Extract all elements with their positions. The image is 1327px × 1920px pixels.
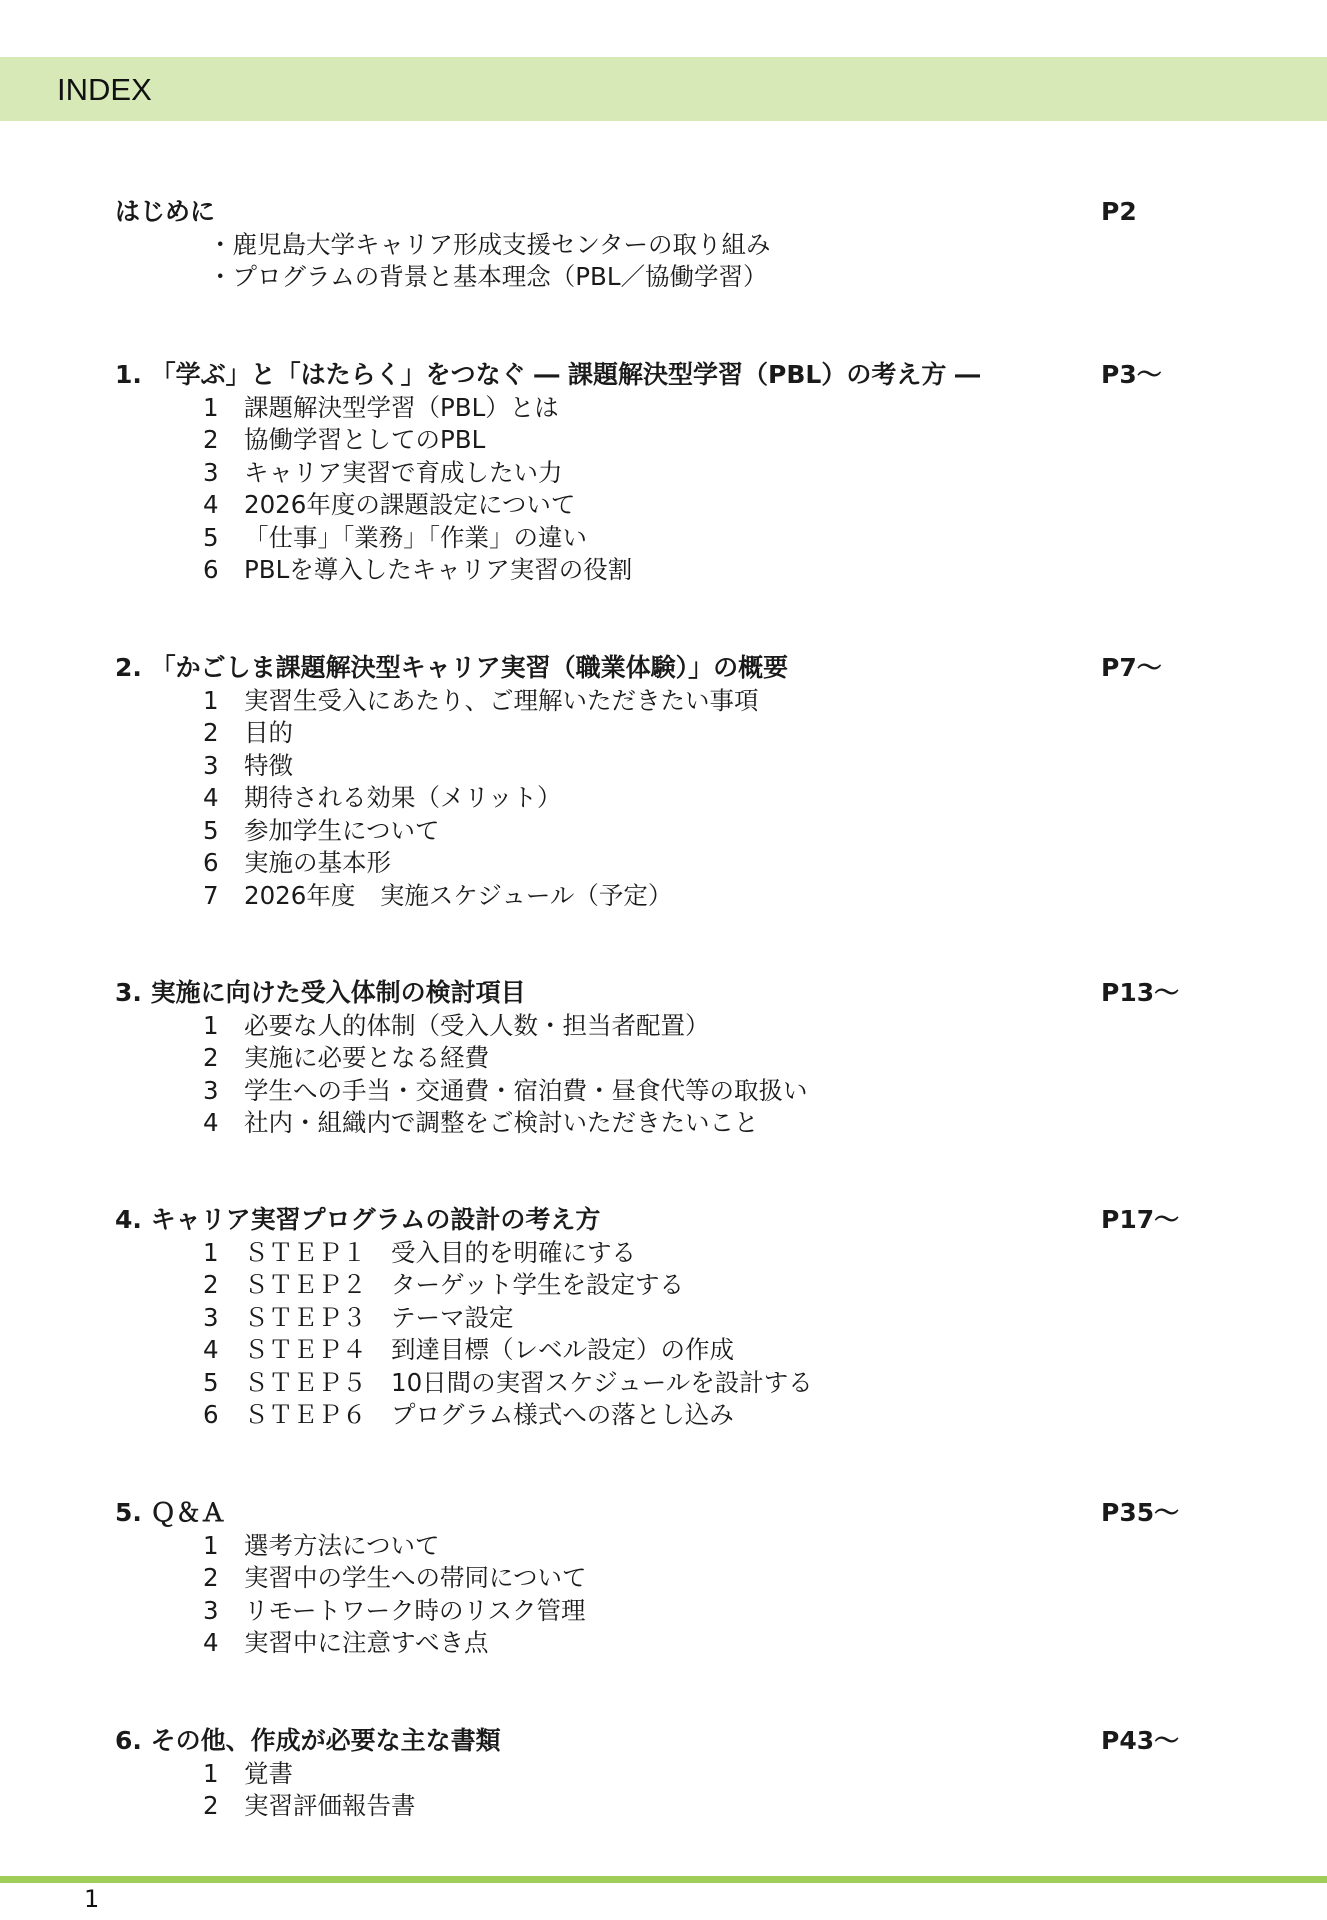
section-4-page: P17～ (1101, 1205, 1180, 1234)
item-number: 1 (203, 393, 219, 422)
item-text: 実施の基本形 (244, 848, 391, 877)
item-number: 6 (203, 848, 219, 877)
item-text: 目的 (244, 718, 293, 747)
item-number: 4 (203, 490, 219, 519)
section-2-item (203, 847, 391, 879)
item-text: 実習生受入にあたり、ご理解いただきたい事項 (244, 686, 759, 715)
section-4-item (203, 1399, 734, 1431)
item-text: キャリア実習で育成したい力 (244, 458, 563, 487)
section-1-page: P3～ (1101, 360, 1162, 389)
item-text: 学生への手当・交通費・宿泊費・昼食代等の取扱い (244, 1076, 808, 1105)
section-4-item (203, 1302, 514, 1334)
item-text: 実習中の学生への帯同について (244, 1563, 587, 1592)
item-number: 5 (203, 1368, 219, 1397)
item-number: 4 (203, 1108, 219, 1137)
item-number: 5 (203, 816, 219, 845)
section-5-item (203, 1530, 440, 1562)
item-text: ＳＴＥＰ２ ターゲット学生を設定する (244, 1270, 685, 1299)
item-text: 期待される効果（メリット） (244, 783, 562, 812)
item-number: 3 (203, 1303, 219, 1332)
section-1-item (203, 554, 632, 586)
item-number: 2 (203, 1270, 219, 1299)
item-text: 協働学習としてのPBL (244, 425, 486, 454)
index-header-band (0, 57, 1327, 121)
section-3-item (203, 1042, 489, 1074)
section-4-item (203, 1269, 684, 1301)
section-5-page: P35～ (1101, 1498, 1180, 1527)
item-number: 1 (203, 1011, 219, 1040)
item-number: 2 (203, 1791, 219, 1820)
item-number: 4 (203, 1335, 219, 1364)
section-3-item (203, 1107, 759, 1139)
item-text: 実習評価報告書 (244, 1791, 416, 1820)
item-text: 選考方法について (244, 1531, 440, 1560)
section-3-item (203, 1075, 808, 1107)
page-number: 1 (84, 1885, 100, 1913)
section-1-title: 1. 「学ぶ」と「はたらく」をつなぐ ― 課題解決型学習（PBL）の考え方 ― (115, 360, 981, 389)
item-text: 実施に必要となる経費 (244, 1043, 489, 1072)
section-2-item (203, 880, 672, 912)
section-4-item (203, 1367, 813, 1399)
item-text: PBLを導入したキャリア実習の役割 (244, 555, 633, 584)
item-number: 3 (203, 751, 219, 780)
section-2-item (203, 750, 293, 782)
item-text: ＳＴＥＰ４ 到達目標（レベル設定）の作成 (244, 1335, 734, 1364)
section-3-title: 3. 実施に向けた受入体制の検討項目 (115, 978, 526, 1007)
item-number: 3 (203, 1076, 219, 1105)
section-5-item (203, 1562, 587, 1594)
section-1-item (203, 392, 559, 424)
item-text: リモートワーク時のリスク管理 (244, 1596, 586, 1625)
intro-item: ・鹿児島大学キャリア形成支援センターの取り組み (208, 230, 771, 259)
item-text: 課題解決型学習（PBL）とは (244, 393, 559, 422)
section-5-item (203, 1627, 489, 1659)
section-6-item (203, 1790, 416, 1822)
item-text: 「仕事」「業務」「作業」の違い (244, 523, 587, 552)
item-text: 必要な人的体制（受入人数・担当者配置） (244, 1011, 710, 1040)
section-1-item (203, 489, 575, 521)
item-text: ＳＴＥＰ５ 10日間の実習スケジュールを設計する (244, 1368, 813, 1397)
section-3-item (203, 1010, 710, 1042)
item-number: 2 (203, 1043, 219, 1072)
item-number: 1 (203, 1759, 219, 1788)
intro-title: はじめに (115, 197, 216, 226)
section-5-item (203, 1595, 586, 1627)
item-text: 特徴 (244, 751, 293, 780)
intro-page: P2 (1101, 197, 1137, 226)
section-4-item (203, 1237, 636, 1269)
item-number: 6 (203, 1400, 219, 1429)
item-text: ＳＴＥＰ１ 受入目的を明確にする (244, 1238, 636, 1267)
item-number: 3 (203, 458, 219, 487)
item-text: 参加学生について (244, 816, 440, 845)
section-3-page: P13～ (1101, 978, 1180, 1007)
item-number: 1 (203, 1531, 219, 1560)
section-5-title: 5. Ｑ＆Ａ (115, 1498, 226, 1527)
item-text: ＳＴＥＰ６ プログラム様式への落とし込み (244, 1400, 734, 1429)
item-number: 2 (203, 718, 219, 747)
section-2-item (203, 717, 293, 749)
section-2-item (203, 815, 440, 847)
footer-divider (0, 1876, 1327, 1883)
section-1-item (203, 424, 485, 456)
intro-item: ・プログラムの背景と基本理念（PBL／協働学習） (208, 262, 768, 291)
section-2-item (203, 685, 759, 717)
section-6-page: P43～ (1101, 1726, 1180, 1755)
section-2-item (203, 782, 562, 814)
item-number: 3 (203, 1596, 219, 1625)
item-text: 社内・組織内で調整をご検討いただきたいこと (244, 1108, 759, 1137)
section-4-title: 4. キャリア実習プログラムの設計の考え方 (115, 1205, 601, 1234)
item-number: 6 (203, 555, 219, 584)
item-text: 覚書 (244, 1759, 293, 1788)
item-number: 4 (203, 1628, 219, 1657)
index-title: INDEX (57, 72, 152, 107)
section-1-item (203, 522, 587, 554)
item-text: ＳＴＥＰ３ テーマ設定 (244, 1303, 514, 1332)
item-number: 2 (203, 425, 219, 454)
item-number: 1 (203, 1238, 219, 1267)
section-2-page: P7～ (1101, 653, 1162, 682)
item-number: 5 (203, 523, 219, 552)
item-number: 2 (203, 1563, 219, 1592)
section-2-title: 2. 「かごしま課題解決型キャリア実習（職業体験）」の概要 (115, 653, 789, 682)
item-number: 7 (203, 881, 219, 910)
item-number: 1 (203, 686, 219, 715)
item-text: 2026年度 実施スケジュール（予定） (244, 881, 673, 910)
item-text: 実習中に注意すべき点 (244, 1628, 489, 1657)
section-6-title: 6. その他、作成が必要な主な書類 (115, 1726, 501, 1755)
section-1-item (203, 457, 563, 489)
section-4-item (203, 1334, 734, 1366)
section-6-item (203, 1758, 293, 1790)
item-number: 4 (203, 783, 219, 812)
item-text: 2026年度の課題設定について (244, 490, 576, 519)
